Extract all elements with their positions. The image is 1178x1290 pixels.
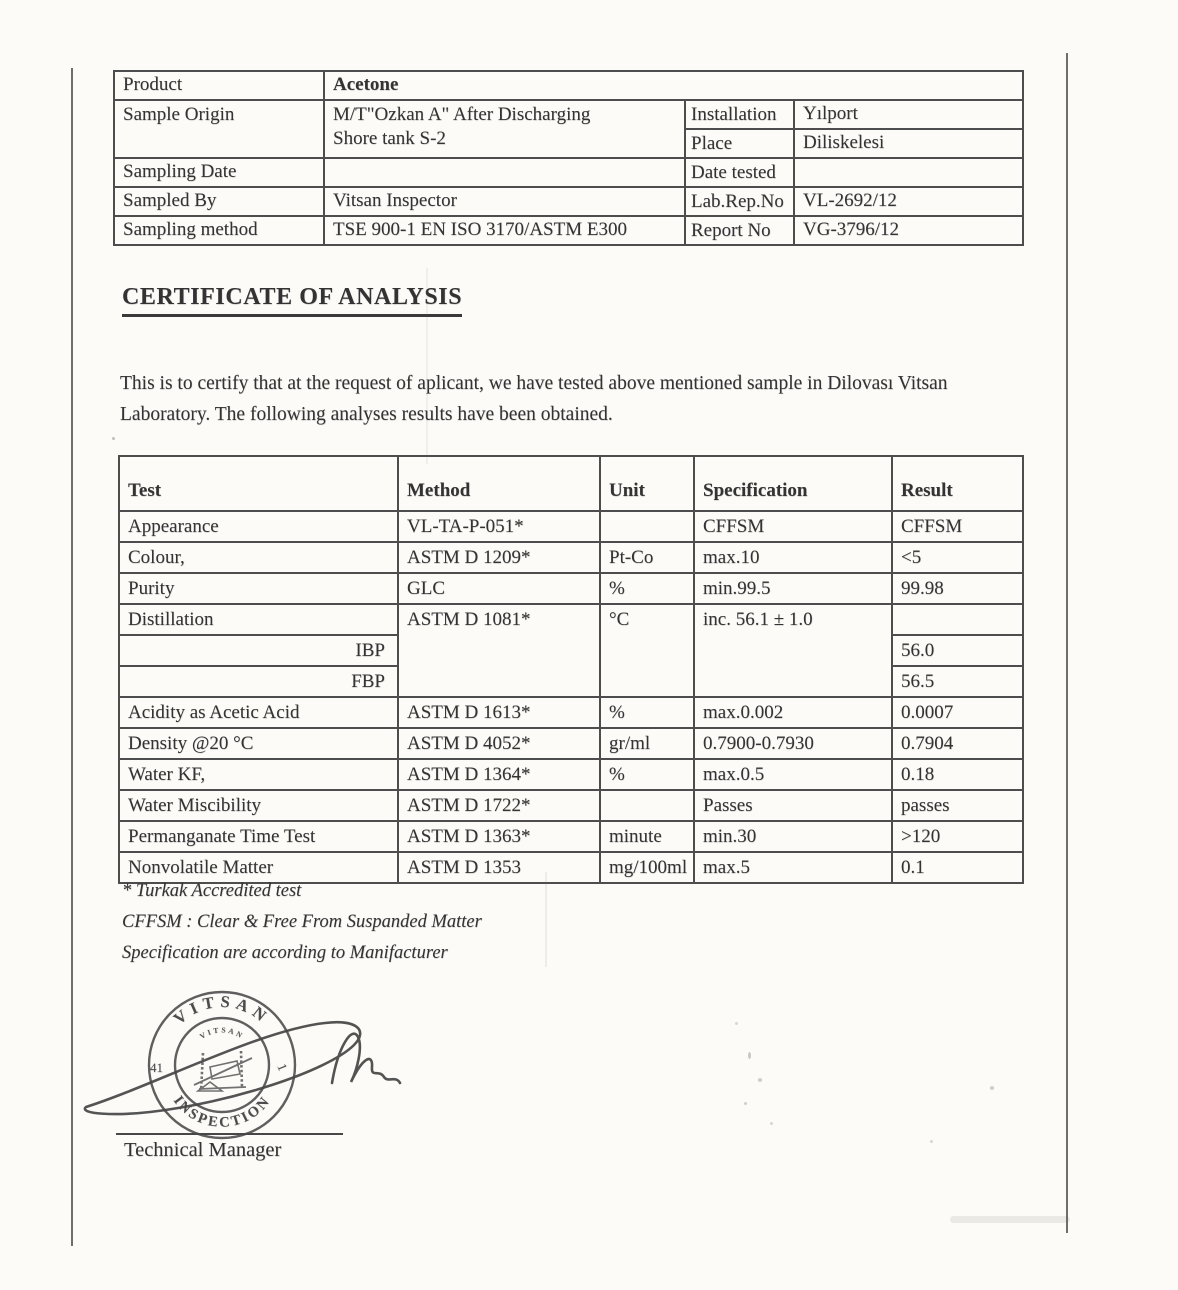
col-header-specification: Specification [694,456,892,511]
lab-rep-no-value: VL-2692/12 [794,187,1023,216]
cell-unit: % [600,697,694,728]
footnote-cffsm: CFFSM : Clear & Free From Suspanded Matter [122,912,482,932]
cell-result: 99.98 [892,573,1023,604]
intro-paragraph: This is to certify that at the request of aplicant, we have tested above mentioned sample in Dilovası Vitsan Laboratory. The following analyses results have been obtained. [120,373,948,425]
product-value: Acetone [324,71,1023,100]
cell-specification: Passes [694,790,892,821]
table-row [119,511,1023,542]
col-header-result: Result [892,456,1023,511]
cell-specification: CFFSM [694,511,892,542]
date-tested-label: Date tested [685,158,794,187]
sampled-by-value: Vitsan Inspector [324,187,685,216]
cell-result: 0.0007 [892,697,1023,728]
footnote-specification: Specification are according to Manifacturer [122,943,448,963]
cell-test: Water KF, [119,759,398,790]
cell-specification: max.0.002 [694,697,892,728]
stamp-top-text: VITSAN [169,991,275,1029]
report-no-label: Report No [685,216,794,245]
cell-unit: °C [600,604,694,697]
cell-specification: min.30 [694,821,892,852]
cell-specification: max.0.5 [694,759,892,790]
table-row [119,759,1023,790]
cell-specification: max.5 [694,852,892,883]
cell-test: Purity [119,573,398,604]
cell-unit: mg/100ml [600,852,694,883]
document-title: CERTIFICATE OF ANALYSIS [122,284,462,317]
cell-test-fbp: FBP [119,666,398,697]
cell-test: Water Miscibility [119,790,398,821]
svg-text:VITSAN [170,992,275,1029]
table-row [119,542,1023,573]
sampled-by-label: Sampled By [114,187,324,216]
signature-role-label: Technical Manager [124,1139,282,1161]
stamp-bottom-text: INSPECTION [170,1092,275,1131]
fold-line [545,872,547,967]
svg-text:VITSAN [198,1025,246,1041]
cell-test: Acidity as Acetic Acid [119,697,398,728]
page-edge-line-right [1066,53,1068,1233]
cell-method: ASTM D 1722* [398,790,600,821]
cell-specification: 0.7900-0.7930 [694,728,892,759]
cell-unit [600,511,694,542]
cell-result: 56.0 [892,635,1023,666]
sample-origin-value [324,100,685,158]
scan-speck [735,1022,738,1025]
cell-specification: inc. 56.1 ± 1.0 [694,604,892,697]
cell-method: GLC [398,573,600,604]
scan-speck [930,1140,933,1143]
cell-result: 0.18 [892,759,1023,790]
scan-speck [744,1102,747,1105]
stamp-emblem [194,1051,252,1091]
cell-unit [600,790,694,821]
footnote-accredited: * Turkak Accredited test [122,881,302,901]
cell-result: <5 [892,542,1023,573]
cell-method: ASTM D 1364* [398,759,600,790]
col-header-test: Test [119,456,398,511]
cell-result: 56.5 [892,666,1023,697]
scan-speck [990,1086,994,1090]
cell-unit: minute [600,821,694,852]
product-label: Product [114,71,324,100]
report-no-value: VG-3796/12 [794,216,1023,245]
cell-unit: % [600,759,694,790]
table-row [119,604,1023,635]
table-row [119,697,1023,728]
scan-smudge [950,1216,1070,1223]
cell-test-ibp: IBP [119,635,398,666]
sampling-date-label: Sampling Date [114,158,324,187]
fold-line [426,268,428,464]
cell-result: CFFSM [892,511,1023,542]
table-row [119,573,1023,604]
sampling-method-label: Sampling method [114,216,324,245]
col-header-method: Method [398,456,600,511]
sample-origin-line2: Shore tank S-2 [333,128,446,149]
table-row [119,821,1023,852]
cell-result: 0.7904 [892,728,1023,759]
sampling-date-value [324,158,685,187]
sample-info-table [113,70,1024,246]
cell-specification: min.99.5 [694,573,892,604]
cell-method: ASTM D 1353 [398,852,600,883]
sample-origin-label: Sample Origin [114,100,324,158]
cell-method: ASTM D 1613* [398,697,600,728]
cell-unit: gr/ml [600,728,694,759]
cell-unit: Pt-Co [600,542,694,573]
stamp-inner-text: VITSAN [198,1025,246,1041]
cell-unit: % [600,573,694,604]
cell-test: Density @20 °C [119,728,398,759]
sample-origin-line1: M/T"Ozkan A" After Discharging [333,104,591,125]
results-header-row [119,456,1023,511]
cell-method: ASTM D 1363* [398,821,600,852]
table-row [119,790,1023,821]
results-table [118,455,1024,884]
place-label: Place [685,129,794,158]
cell-method: VL-TA-P-051* [398,511,600,542]
cell-test: Appearance [119,511,398,542]
scan-speck [770,1122,773,1125]
installation-label: Installation [685,100,794,129]
stamp-right-number: 1 [274,1061,291,1073]
lab-rep-no-label: Lab.Rep.No [685,187,794,216]
signature-line [116,1133,343,1135]
cell-test: Permanganate Time Test [119,821,398,852]
stamp-left-number: 41 [150,1060,163,1075]
scan-speck [112,437,115,440]
scan-speck [758,1078,762,1082]
cell-test: Distillation [119,604,398,635]
date-tested-value [794,158,1023,187]
table-row [119,728,1023,759]
cell-result: 0.1 [892,852,1023,883]
cell-method: ASTM D 1081* [398,604,600,697]
cell-result: passes [892,790,1023,821]
cell-result [892,604,1023,635]
installation-value: Yılport [794,100,1023,129]
place-value: Diliskelesi [794,129,1023,158]
col-header-unit: Unit [600,456,694,511]
cell-specification: max.10 [694,542,892,573]
cell-result: >120 [892,821,1023,852]
cell-method: ASTM D 4052* [398,728,600,759]
cell-test: Colour, [119,542,398,573]
cell-test: Nonvolatile Matter [119,852,398,883]
cell-method: ASTM D 1209* [398,542,600,573]
sampling-method-value: TSE 900-1 EN ISO 3170/ASTM E300 [324,216,685,245]
scan-speck [748,1052,751,1059]
footnotes [122,876,482,969]
